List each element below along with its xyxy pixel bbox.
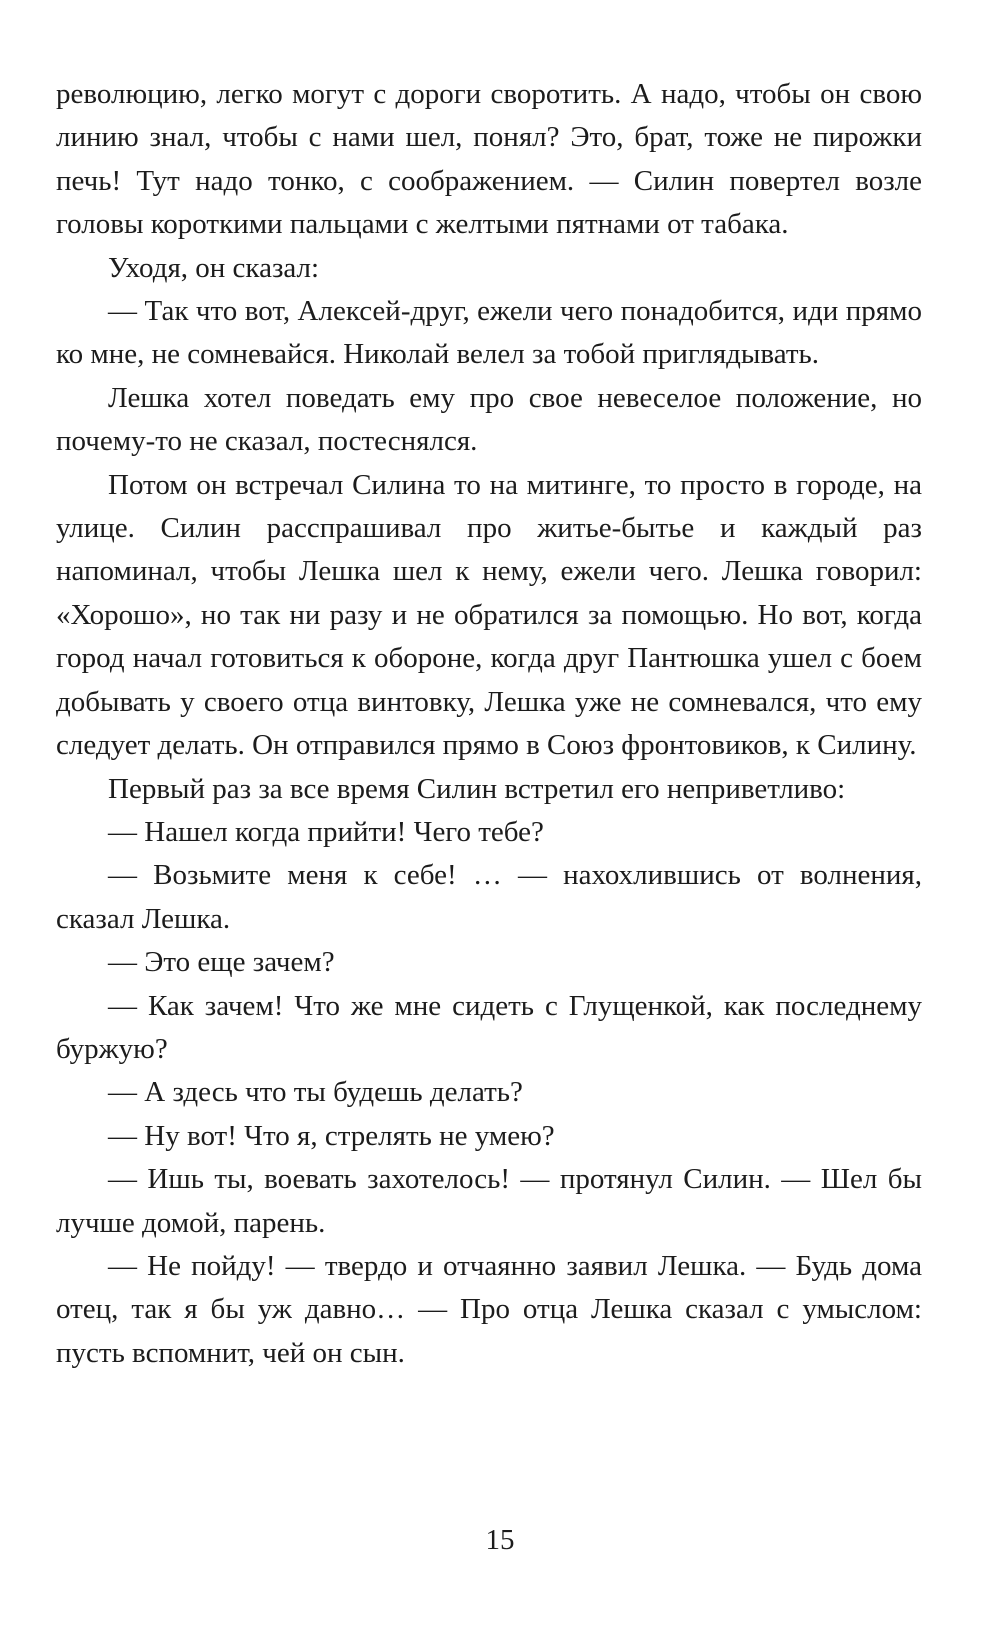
- paragraph: Потом он встречал Силина то на митинге, то просто в городе, на улице. Силин расспрашивал про житье-бытье и каждый раз напоминал, чтобы Лешка шел к нему, ежели чего. Лешка говорил: «Хорошо», но так ни разу и не обратился за помощью. Но вот, когда город начал готовиться к обороне, когда друг Пантюшка ушел с боем добывать у своего отца винтовку, Лешка уже не сомневался, что ему следует делать. Он отправился прямо в Союз фронтовиков, к Силину.: [56, 468, 922, 762]
- paragraph: — Как зачем! Что же мне сидеть с Глущенкой, как последнему буржую?: [56, 989, 922, 1065]
- paragraph: Лешка хотел поведать ему про свое невеселое положение, но почему-то не сказал, постеснялся.: [56, 381, 922, 458]
- paragraph: Первый раз за все время Силин встретил его неприветливо:: [108, 772, 846, 805]
- paragraph: — А здесь что ты будешь делать?: [108, 1076, 523, 1109]
- paragraph: — Ишь ты, воевать захотелось! — протянул Силин. — Шел бы лучше домой, парень.: [56, 1163, 922, 1239]
- paragraph: — Ну вот! Что я, стрелять не умею?: [108, 1119, 555, 1152]
- paragraph: революцию, легко могут с дороги своротить. А надо, чтобы он свою линию знал, чтобы с нами шел, понял? Это, брат, тоже не пирожки печь! Тут надо тонко, с соображением. — Силин повертел возле головы короткими пальцами с желтыми пятнами от табака.: [56, 78, 922, 241]
- paragraph: — Не пойду! — твердо и отчаянно заявил Лешка. — Будь дома отец, так я бы уж давно… — Про отца Лешка сказал с умыслом: пусть вспомнит, чей он сын.: [56, 1249, 922, 1369]
- paragraph: — Нашел когда прийти! Чего тебе?: [108, 815, 544, 848]
- paragraph: — Так что вот, Алексей-друг, ежели чего понадобится, иди прямо ко мне, не сомневайся. Николай велел за тобой приглядывать.: [56, 295, 922, 371]
- body-text: [56, 73, 922, 1375]
- paragraph: — Возьмите меня к себе! … — нахохлившись от волнения, сказал Лешка.: [56, 859, 922, 935]
- paragraph: Уходя, он сказал:: [108, 251, 320, 284]
- page-number: 15: [485, 1524, 515, 1556]
- paragraph: — Это еще зачем?: [108, 946, 335, 979]
